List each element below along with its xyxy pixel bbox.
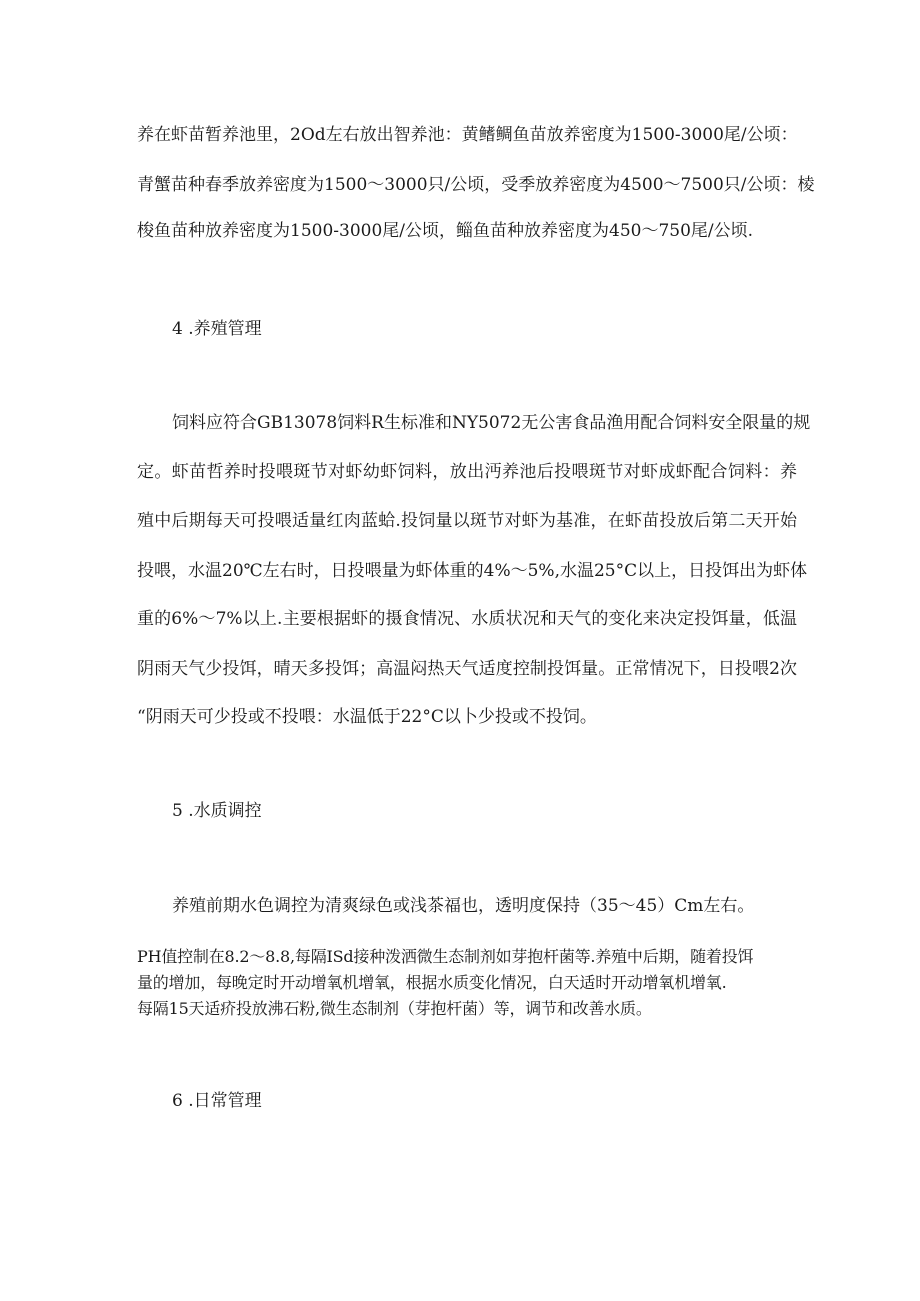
section-heading-5: 5 .水质调控 <box>172 801 262 821</box>
section-heading-4: 4 .养殖管理 <box>172 319 262 339</box>
paragraph-2-line-7: “阴雨天可少投或不投喂：水温低于22°C以卜少投或不投饲。 <box>137 707 597 727</box>
paragraph-2-line-1: 饲料应符合GB13078饲料R生标准和NY5072无公害食品渔用配合饲料安全限量的规 <box>172 413 811 433</box>
paragraph-2-line-6: 阴雨天气少投饵，晴天多投饵；高温闷热天气适度控制投饵量。正常情况下，日投喂2次 <box>137 659 797 679</box>
paragraph-2-line-3: 殖中后期每天可投喂适量红肉蓝蛤.投饲量以斑节对虾为基准，在虾苗投放后第二天开始 <box>137 511 797 531</box>
paragraph-2-line-4: 投喂，水温20℃左右时，日投喂量为虾体重的4%～5%,水温25°C以上，日投饵出为虾体 <box>137 561 808 581</box>
paragraph-2-line-2: 定。虾苗哲养时投喂斑节对虾幼虾饲料，放出沔养池后投喂斑节对虾成虾配合饲料：养 <box>137 462 797 482</box>
paragraph-1-line-3: 梭鱼苗种放养密度为1500-3000尾/公顷，鲻鱼苗种放养密度为450～750尾/公顷. <box>137 221 754 241</box>
paragraph-1-line-2: 青蟹苗种春季放养密度为1500～3000只/公顷，受季放养密度为4500～7500只/公顷：棱 <box>137 175 815 195</box>
paragraph-4-line-1: PH值控制在8.2～8.8,每隔ISd接种泼洒微生态制剂如芽抱杆菌等.养殖中后期，随着投饵 <box>137 947 754 966</box>
paragraph-2-line-5: 重的6%～7%以上.主要根据虾的摄食情况、水质状况和天气的变化来决定投饵量，低温 <box>137 609 797 629</box>
paragraph-4-line-2: 量的增加，每晚定时开动增氧机增氧，根据水质变化情况，白天适时开动增氧机增氧. <box>137 973 727 992</box>
paragraph-1-line-1: 养在虾苗暂养池里，2Od左右放出智养池：黄鳍鲷鱼苗放养密度为1500-3000尾/公顷： <box>137 125 798 145</box>
section-heading-6: 6 .日常管理 <box>172 1091 262 1111</box>
paragraph-3: 养殖前期水色调控为清爽绿色或浅茶福也，透明度保持（35～45）Cm左右。 <box>172 896 755 916</box>
paragraph-4-line-3: 每隔15天适疥投放沸石粉,微生态制剂（芽抱杆菌）等，调节和改善水质。 <box>137 999 652 1018</box>
